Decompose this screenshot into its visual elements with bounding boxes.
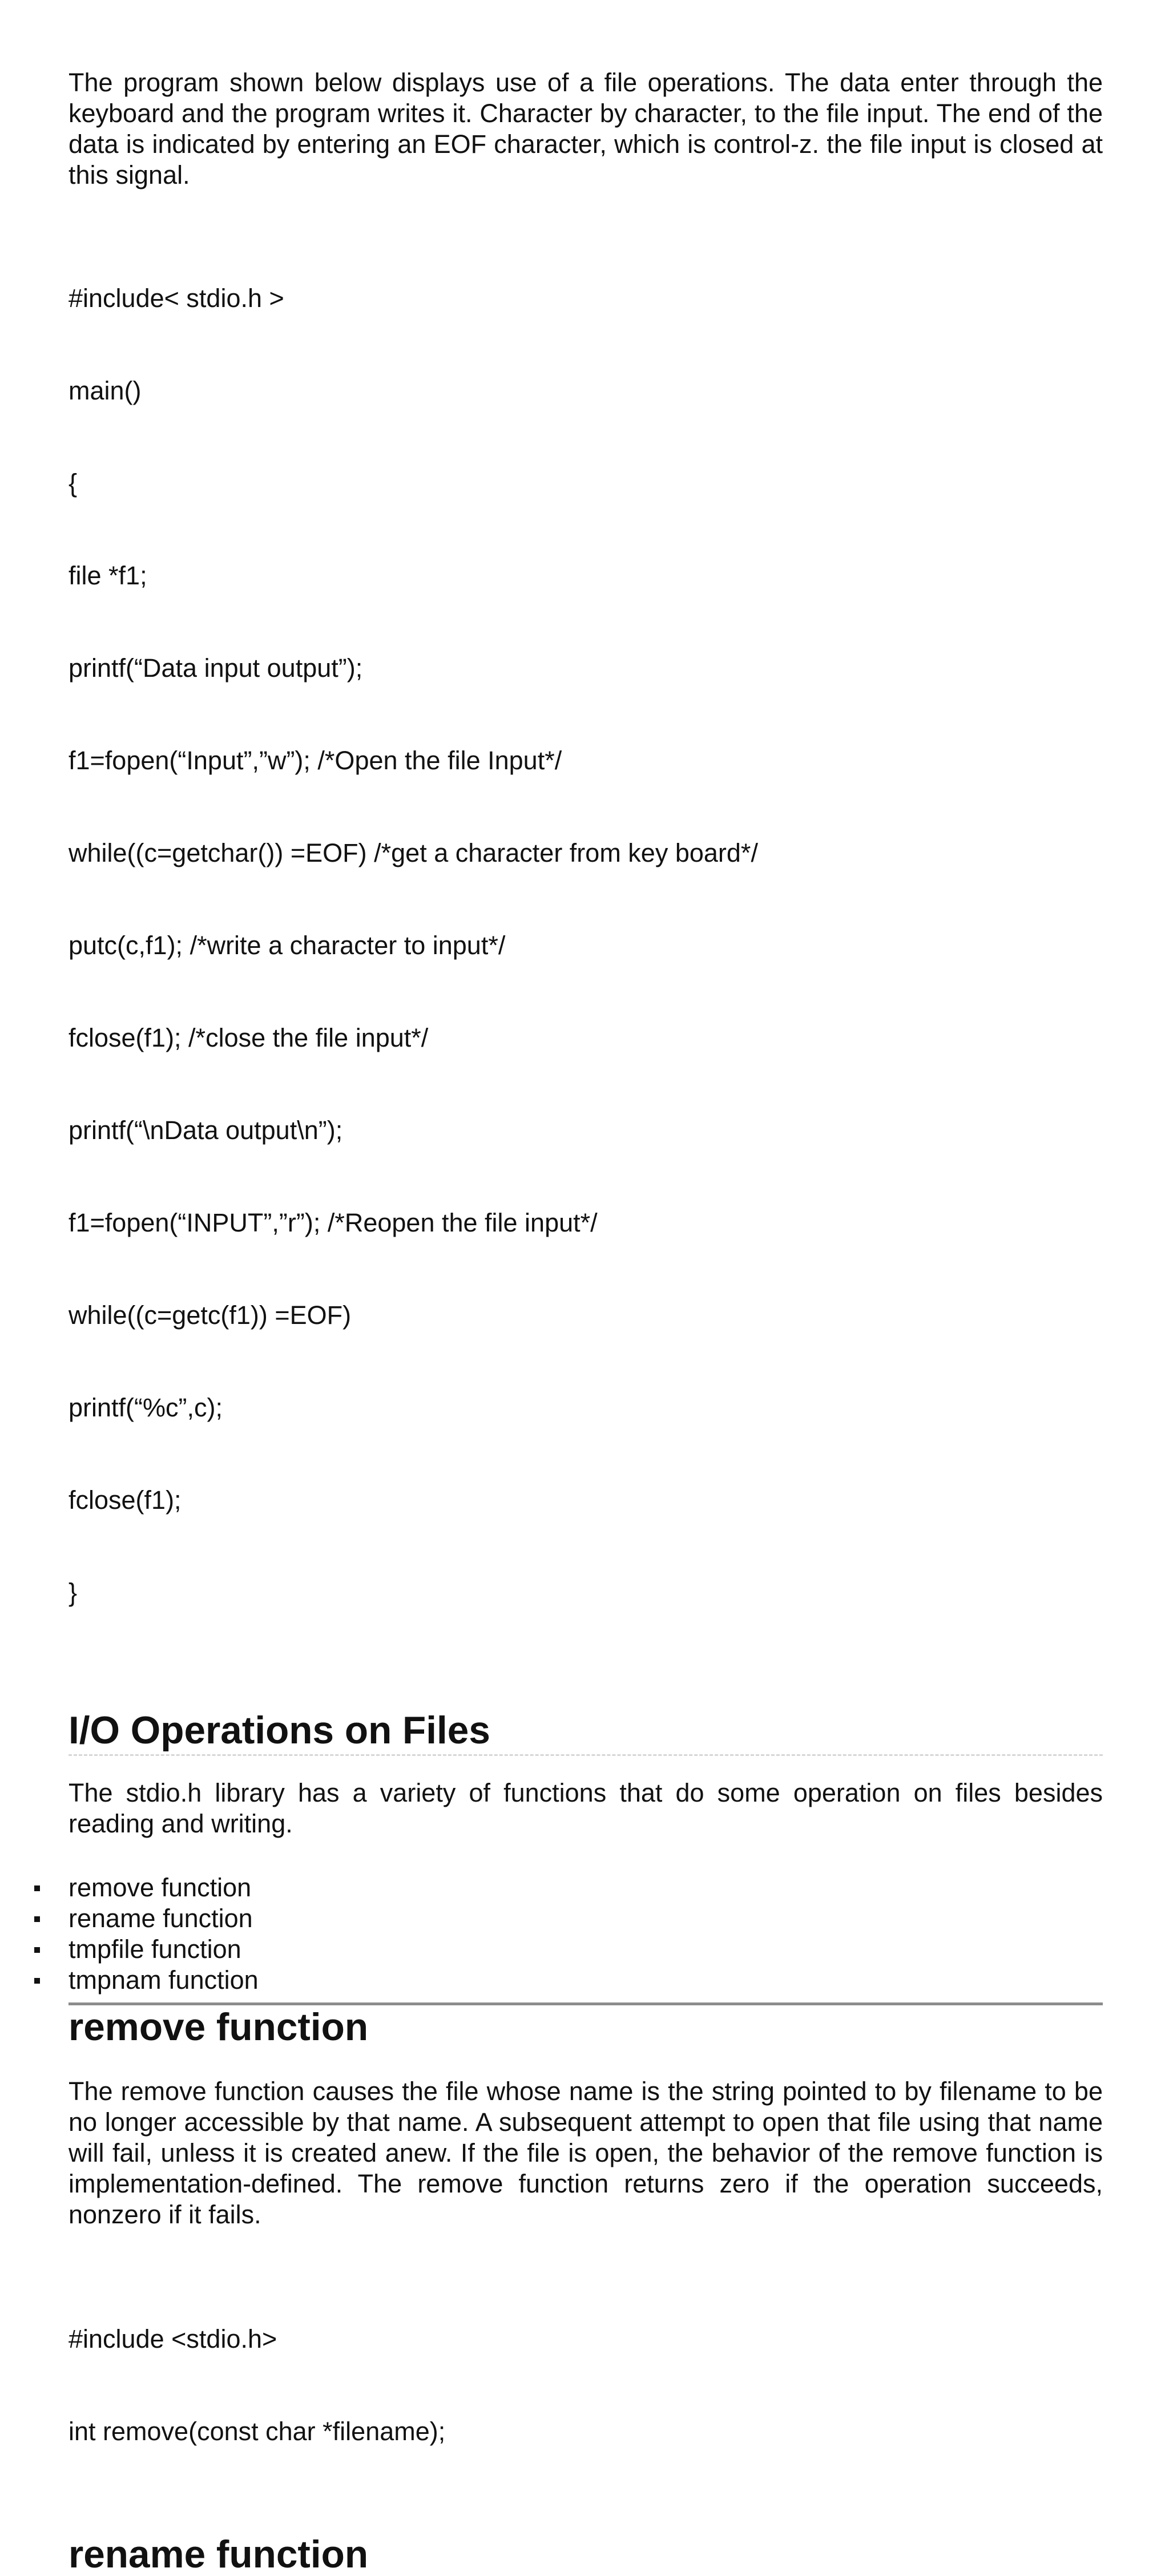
code-line: {	[68, 469, 78, 498]
code-line: printf(“Data input output”);	[68, 653, 363, 683]
code-line: f1=fopen(“INPUT”,”r”); /*Reopen the file input*/	[68, 1208, 598, 1237]
list-item-label: remove function	[68, 1873, 252, 1902]
io-operations-paragraph: The stdio.h library has a variety of functions that do some operation on files besides reading and writing.	[68, 1778, 1103, 1838]
code-line: file *f1;	[68, 561, 147, 590]
code-line: fclose(f1); /*close the file input*/	[68, 1023, 429, 1052]
function-list	[68, 1872, 1103, 1996]
bullet-icon	[34, 1885, 40, 1891]
list-item-label: tmpnam function	[68, 1965, 259, 1994]
code-line: #include< stdio.h >	[68, 284, 284, 313]
list-item	[68, 1934, 1103, 1965]
code-line: while((c=getchar()) =EOF) /*get a character from key board*/	[68, 838, 758, 867]
section-divider	[68, 2002, 1103, 2005]
bullet-icon	[34, 1947, 40, 1953]
bullet-icon	[34, 1978, 40, 1984]
remove-function-paragraph: The remove function causes the file whose name is the string pointed to by filename to be no longer accessible by that name. A subsequent attempt to open that file using that name will fail, unless it is created anew. If the file is open, the behavior of the remove function is implementation-defined. The remove function returns zero if the operation succeeds, nonzero if it fails.	[68, 2077, 1103, 2229]
dashed-divider	[68, 1754, 1103, 1756]
code-line: printf(“%c”,c);	[68, 1393, 223, 1422]
list-item	[68, 1903, 1103, 1934]
code-line: #include <stdio.h>	[68, 2324, 277, 2353]
code-line: main()	[68, 376, 142, 405]
code-line: }	[68, 1578, 78, 1607]
bullet-icon	[34, 1916, 40, 1922]
program-code-block	[68, 221, 1103, 1670]
list-item	[68, 1965, 1103, 1996]
code-line: printf(“\nData output\n”);	[68, 1116, 343, 1145]
code-line: int remove(const char *filename);	[68, 2417, 446, 2446]
rename-function-heading: rename function	[68, 2533, 369, 2576]
code-line: f1=fopen(“Input”,”w”); /*Open the file Input*/	[68, 746, 562, 775]
code-line: fclose(f1);	[68, 1485, 182, 1515]
remove-code-block	[68, 2262, 1103, 2509]
list-item	[68, 1872, 1103, 1903]
code-line: putc(c,f1); /*write a character to input*/	[68, 931, 506, 960]
remove-function-heading: remove function	[68, 2006, 369, 2049]
list-item-label: rename function	[68, 1904, 253, 1933]
code-line: while((c=getc(f1)) =EOF)	[68, 1301, 352, 1330]
list-item-label: tmpfile function	[68, 1935, 241, 1964]
document-page	[68, 67, 1103, 2576]
intro-paragraph: The program shown below displays use of a file operations. The data enter through the keyboard and the program writes it. Character by character, to the file input. The end of the data is indicated by entering an EOF character, which is control-z. the file input is closed at this signal.	[68, 68, 1103, 189]
io-operations-heading: I/O Operations on Files	[68, 1709, 490, 1752]
